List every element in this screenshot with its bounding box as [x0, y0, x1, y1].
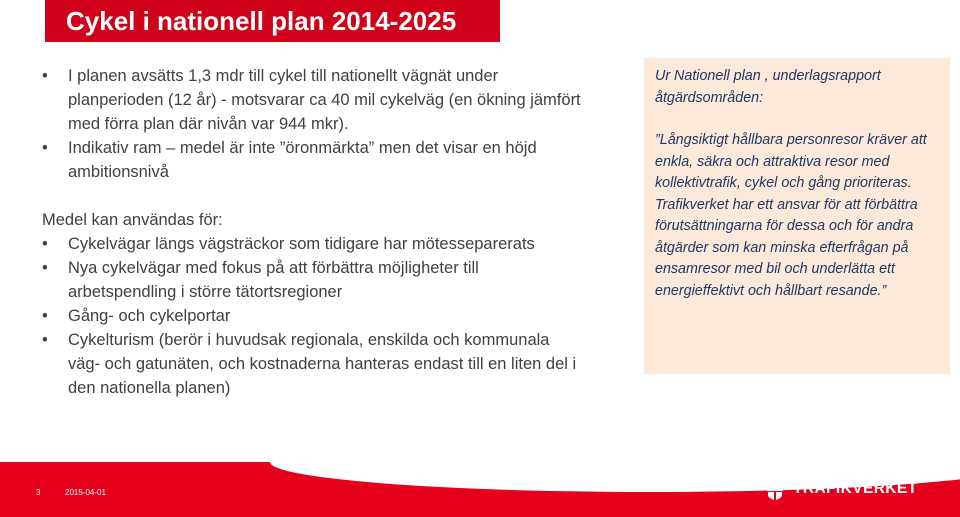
bullet-item: • Gång- och cykelportar	[42, 304, 582, 328]
trafikverket-crown-logo-icon	[763, 474, 787, 504]
bottom-bullet-list	[42, 232, 582, 400]
top-bullet-list	[42, 64, 582, 184]
slide-title: Cykel i nationell plan 2014-2025	[45, 0, 500, 42]
subheading: Medel kan användas för:	[42, 211, 223, 229]
bullet-item: • I planen avsätts 1,3 mdr till cykel till nationellt vägnät under planperioden (12 år) - motsvarar ca 40 mil cykelväg (en ökning jämfört med förra plan där nivån var 944 mkr).	[42, 64, 582, 136]
trafikverket-logo	[763, 474, 918, 504]
bullet-item: • Indikativ ram – medel är inte ”öronmärkta” men det visar en höjd ambitionsnivå	[42, 136, 582, 184]
quote-box	[644, 58, 950, 374]
bullet-item: • Nya cykelvägar med fokus på att förbättra möjligheter till arbetspendling i större tätortsregioner	[42, 256, 582, 304]
page-number: 3	[36, 488, 41, 497]
quote-box-heading: Ur Nationell plan , underlagsrapport åtgärdsområden:	[655, 68, 881, 106]
main-content	[42, 64, 582, 400]
bullet-item: • Cykelturism (berör i huvudsak regionala, enskilda och kommunala väg- och gatunäten, och kostnaderna hanteras endast till en liten del i den nationella planen)	[42, 328, 582, 400]
bullet-item: • Cykelvägar längs vägsträckor som tidigare har mötesseparerats	[42, 232, 582, 256]
footer-date: 2015-04-01	[65, 488, 106, 497]
quote-box-quote: ”Långsiktigt hållbara personresor kräver att enkla, säkra och attraktiva resor med kollektivtrafik, cykel och gång prioriteras. Trafikverket har ett ansvar för att förbättra förutsättningarna för dessa och för andra åtgärder som kan minska efterfrågan på ensamresor med bil och underlätta ett energieffektivt och hållbart resande.”	[655, 132, 927, 299]
logo-text: TRAFIKVERKET	[793, 480, 918, 497]
